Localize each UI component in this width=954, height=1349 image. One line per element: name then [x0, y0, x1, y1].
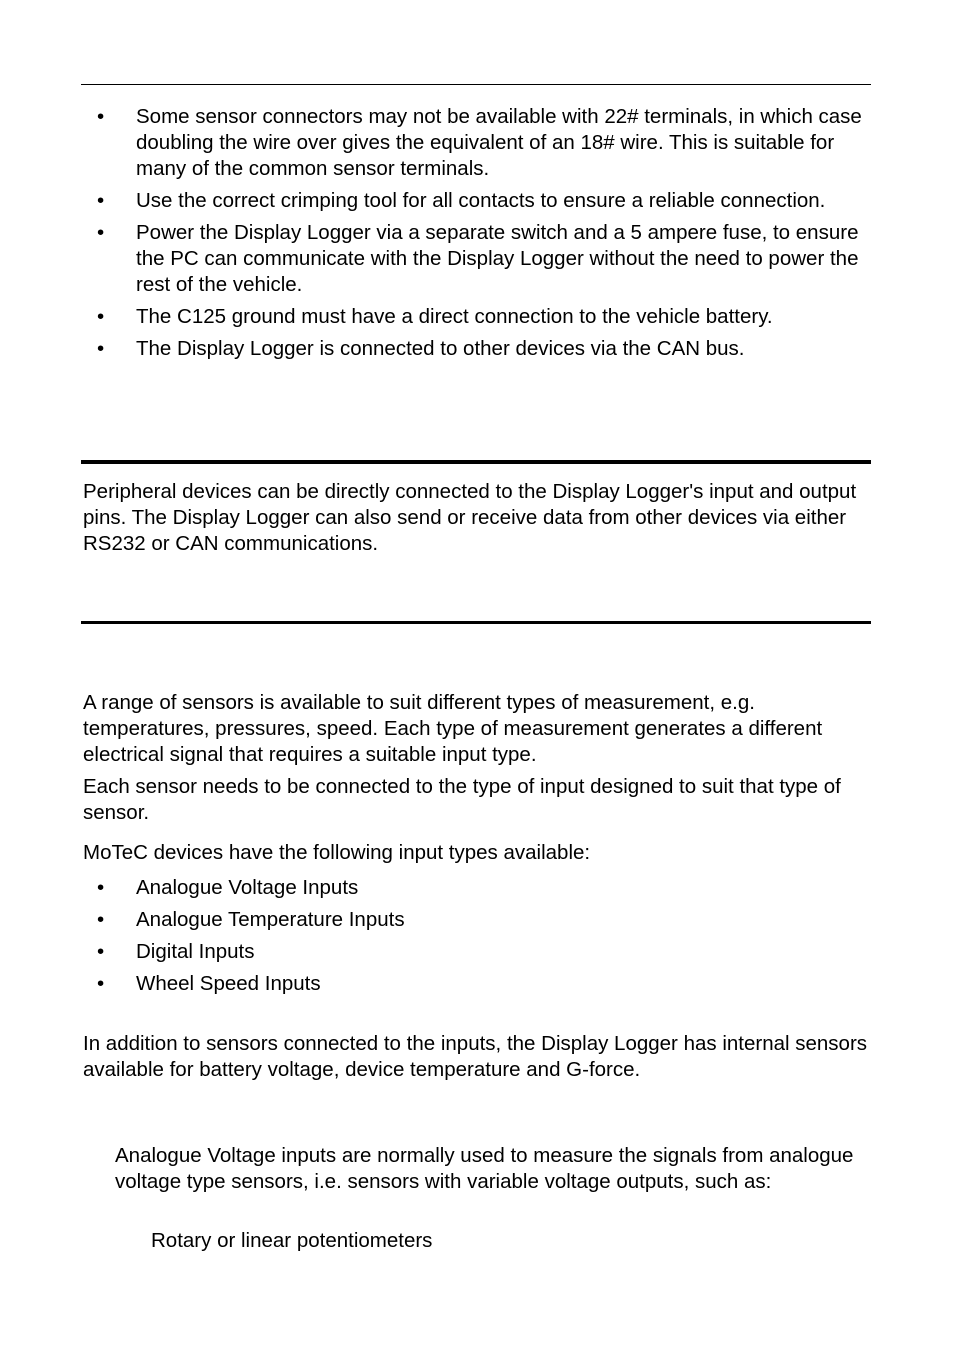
bullet-icon: •: [97, 221, 105, 244]
list-item: • Analogue Voltage Inputs: [97, 876, 359, 899]
sensors-section: [83, 690, 873, 872]
bullet-icon: •: [97, 940, 105, 963]
bullet-icon: •: [97, 105, 105, 128]
bullet-icon: •: [97, 876, 105, 899]
list-item: • Digital Inputs: [97, 940, 255, 963]
list-item: • The C125 ground must have a direct connection to the vehicle battery.: [97, 305, 773, 328]
bullet-icon: •: [97, 337, 105, 360]
wiring-notes-list: [83, 104, 873, 368]
peripheral-paragraph: Peripheral devices can be directly connected to the Display Logger's input and output pins. The Display Logger can also send or receive data from other devices via either RS232 or CAN communications.: [83, 480, 857, 555]
list-item: • Analogue Temperature Inputs: [97, 908, 405, 931]
analogue-voltage-paragraph: Analogue Voltage inputs are normally used to measure the signals from analogue voltage type sensors, i.e. sensors with variable voltage outputs, such as:: [115, 1144, 854, 1193]
list-item: • Wheel Speed Inputs: [97, 972, 321, 995]
list-item: • Use the correct crimping tool for all contacts to ensure a reliable connection.: [97, 189, 826, 212]
bullet-icon: •: [97, 305, 105, 328]
bullet-icon: •: [97, 972, 105, 995]
top-rule: [81, 84, 871, 85]
sensors-paragraph: MoTeC devices have the following input types available:: [83, 841, 591, 864]
list-item: • Some sensor connectors may not be available with 22# terminals, in which case doubling the wire over gives the equivalent of an 18# wire. This is suitable for many of the common sensor terminals.: [97, 105, 862, 180]
section-rule: [81, 621, 871, 624]
list-item: • Power the Display Logger via a separate switch and a 5 ampere fuse, to ensure the PC can communicate with the Display Logger without the need to power the rest of the vehicle.: [97, 221, 859, 296]
input-types-list: [83, 875, 873, 1003]
bullet-icon: •: [97, 908, 105, 931]
sensors-paragraph: A range of sensors is available to suit different types of measurement, e.g. temperatures, pressures, speed. Each type of measurement generates a different electrical signal that requires a suitable input type.: [83, 691, 823, 766]
section-rule: [81, 460, 871, 464]
sensors-paragraph: Each sensor needs to be connected to the type of input designed to suit that type of sensor.: [83, 775, 841, 824]
internal-sensors-paragraph: In addition to sensors connected to the inputs, the Display Logger has internal sensors available for battery voltage, device temperature and G-force.: [83, 1032, 868, 1081]
bullet-icon: •: [97, 189, 105, 212]
list-item: • The Display Logger is connected to other devices via the CAN bus.: [97, 337, 745, 360]
analogue-voltage-example: Rotary or linear potentiometers: [151, 1229, 433, 1252]
